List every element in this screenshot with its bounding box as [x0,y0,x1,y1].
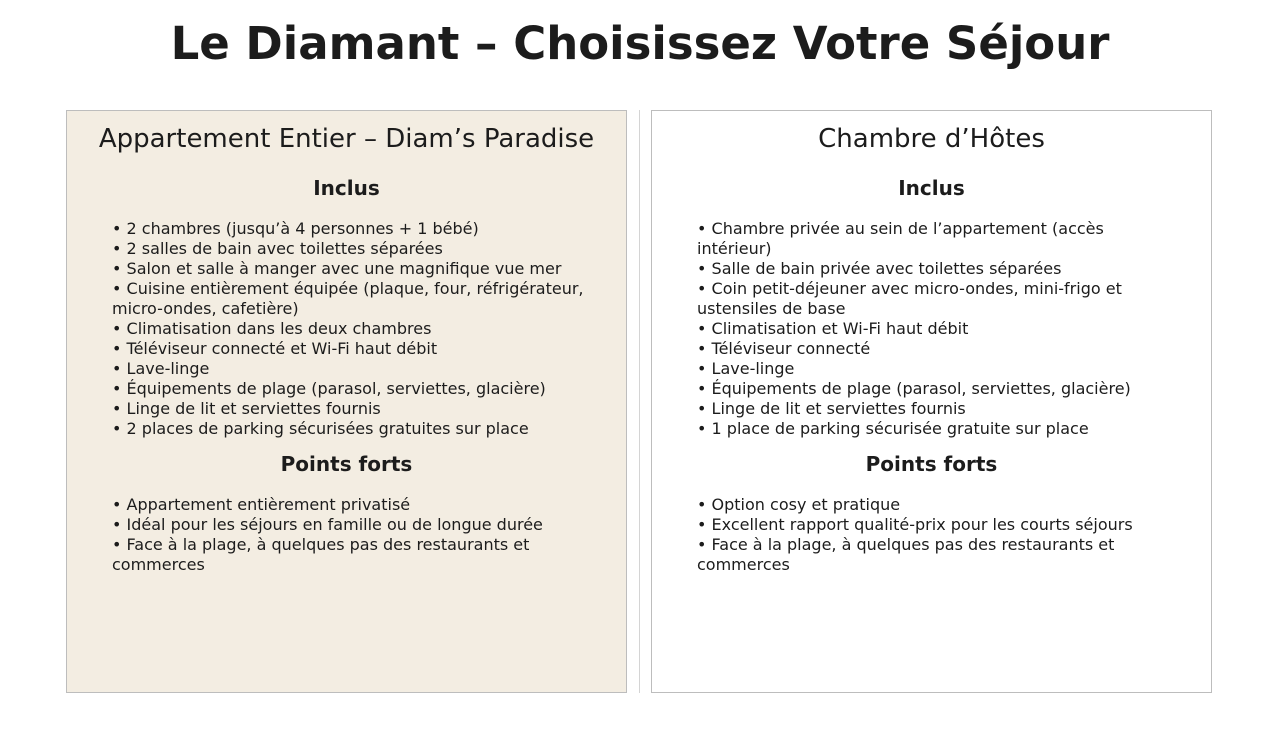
list-item: • Lave-linge [112,359,592,379]
list-item: • Coin petit-déjeuner avec micro-ondes, mini-frigo et ustensiles de base [697,279,1177,319]
list-item: • Idéal pour les séjours en famille ou de longue durée [112,515,592,535]
list-item: • Lave-linge [697,359,1177,379]
section-heading-inclus: Inclus [313,176,380,200]
list-item: • 2 chambres (jusqu’à 4 personnes + 1 bébé) [112,219,592,239]
points-forts-list [112,495,592,575]
card-title: Chambre d’Hôtes [818,124,1045,154]
list-item: • Excellent rapport qualité-prix pour les courts séjours [697,515,1177,535]
points-forts-list [697,495,1177,575]
list-item: • Climatisation dans les deux chambres [112,319,592,339]
list-item: • Salon et salle à manger avec une magnifique vue mer [112,259,592,279]
page-title: Le Diamant – Choisissez Votre Séjour [170,17,1110,70]
list-item: • Équipements de plage (parasol, serviettes, glacière) [112,379,592,399]
list-item: • Chambre privée au sein de l’appartement (accès intérieur) [697,219,1177,259]
card-guest-room [651,110,1212,693]
list-item: • Appartement entièrement privatisé [112,495,592,515]
list-item: • Climatisation et Wi-Fi haut débit [697,319,1177,339]
inclus-list [112,219,592,439]
list-item: • Salle de bain privée avec toilettes séparées [697,259,1177,279]
list-item: • Téléviseur connecté [697,339,1177,359]
list-item: • Linge de lit et serviettes fournis [697,399,1177,419]
list-item: • Cuisine entièrement équipée (plaque, four, réfrigérateur, micro-ondes, cafetière) [112,279,592,319]
section-heading-points-forts: Points forts [280,452,413,476]
list-item: • 2 salles de bain avec toilettes séparées [112,239,592,259]
card-title: Appartement Entier – Diam’s Paradise [98,124,595,154]
list-item: • Équipements de plage (parasol, serviettes, glacière) [697,379,1177,399]
list-item: • Téléviseur connecté et Wi-Fi haut débit [112,339,592,359]
section-heading-inclus: Inclus [898,176,965,200]
list-item: • Face à la plage, à quelques pas des restaurants et commerces [112,535,592,575]
list-item: • 2 places de parking sécurisées gratuites sur place [112,419,592,439]
section-heading-points-forts: Points forts [865,452,998,476]
column-divider [639,110,640,693]
inclus-list [697,219,1177,439]
card-entire-apartment [66,110,627,693]
list-item: • Linge de lit et serviettes fournis [112,399,592,419]
list-item: • Option cosy et pratique [697,495,1177,515]
list-item: • Face à la plage, à quelques pas des restaurants et commerces [697,535,1177,575]
list-item: • 1 place de parking sécurisée gratuite sur place [697,419,1177,439]
